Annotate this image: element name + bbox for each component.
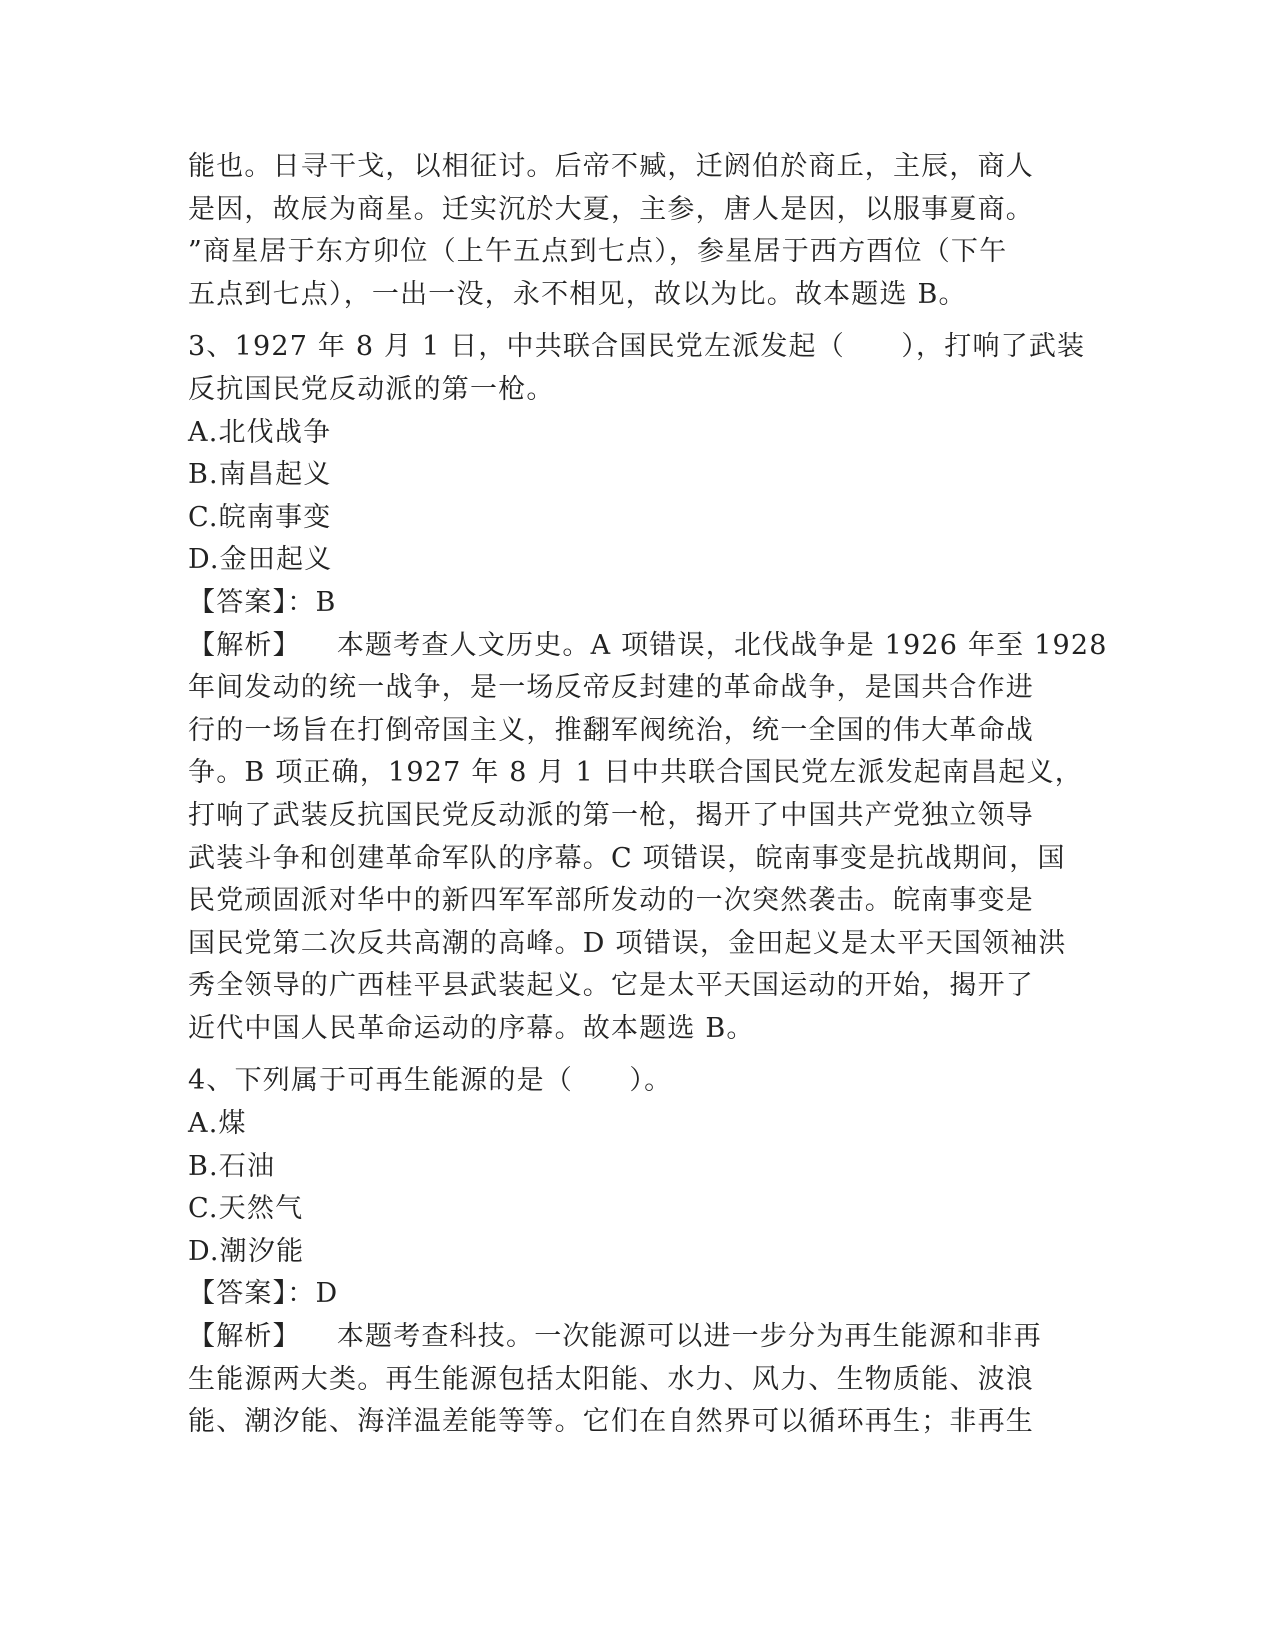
explanation-text: 本题考查人文历史。A 项错误，北伐战争是 1926 年至 1928 (336, 629, 1108, 661)
explanation-line: 武装斗争和创建革命军队的序幕。C 项错误，皖南事变是抗战期间，国 (188, 842, 1066, 874)
explanation-label: 【解析】 (188, 1321, 301, 1353)
explanation-line: 国民党第二次反共高潮的高峰。D 项错误，金田起义是太平天国领袖洪 (188, 927, 1067, 959)
option-a: A.北伐战争 (188, 416, 332, 448)
text-line: 是因，故辰为商星。迁实沉於大夏，主参，唐人是因，以服事夏商。 (188, 193, 1034, 225)
explanation-line: 民党顽固派对华中的新四军军部所发动的一次突然袭击。皖南事变是 (188, 885, 1034, 917)
option-d: D.潮汐能 (188, 1235, 305, 1267)
explanation-text: 本题考查科技。一次能源可以进一步分为再生能源和非再 (336, 1321, 1042, 1353)
option-c: C.天然气 (188, 1193, 304, 1225)
question-3 (188, 326, 1108, 1050)
option-b: B.南昌起义 (188, 459, 332, 491)
text-line: 能也。日寻干戈，以相征讨。后帝不臧，迁阏伯於商丘，主辰，商人 (188, 151, 1034, 182)
explanation-line: 争。B 项正确，1927 年 8 月 1 日中共联合国民党左派发起南昌起义， (188, 757, 1084, 789)
question-stem: 4、下列属于可再生能源的是（ ）。 (188, 1065, 673, 1097)
explanation-line: 近代中国人民革命运动的序幕。故本题选 B。 (188, 1012, 755, 1044)
option-b: B.石油 (188, 1150, 276, 1182)
question-stem: 反抗国民党反动派的第一枪。 (188, 373, 555, 405)
explanation-line: 秀全领导的广西桂平县武装起义。它是太平天国运动的开始，揭开了 (188, 970, 1034, 1002)
question-4 (188, 1060, 1088, 1443)
explanation-line: 行的一场旨在打倒帝国主义，推翻军阀统治，统一全国的伟大革命战 (188, 714, 1034, 746)
explanation-first-line (188, 1316, 1088, 1359)
explanation-first-line (188, 625, 1108, 668)
answer-line: 【答案】：D (188, 1278, 339, 1310)
explanation-line: 生能源两大类。再生能源包括太阳能、水力、风力、生物质能、波浪 (188, 1363, 1034, 1395)
option-c: C.皖南事变 (188, 501, 332, 533)
text-line: ”商星居于东方卯位（上午五点到七点），参星居于西方酉位（下午 (188, 236, 1008, 268)
question-stem: 3、1927 年 8 月 1 日，中共联合国民党左派发起（ ），打响了武装 (188, 331, 1086, 363)
explanation-line: 打响了武装反抗国民党反动派的第一枪，揭开了中国共产党独立领导 (188, 799, 1034, 831)
explanation-label: 【解析】 (188, 629, 301, 661)
explanation-line: 能、潮汐能、海洋温差能等等。它们在自然界可以循环再生；非再生 (188, 1406, 1034, 1438)
answer-line: 【答案】：B (188, 586, 337, 618)
prev-explanation-tail (188, 146, 1088, 316)
page-content (188, 146, 1108, 1444)
text-line: 五点到七点），一出一没，永不相见，故以为比。故本题选 B。 (188, 278, 967, 310)
option-d: D.金田起义 (188, 544, 333, 576)
option-a: A.煤 (188, 1108, 247, 1140)
explanation-line: 年间发动的统一战争，是一场反帝反封建的革命战争，是国共合作进 (188, 672, 1034, 704)
